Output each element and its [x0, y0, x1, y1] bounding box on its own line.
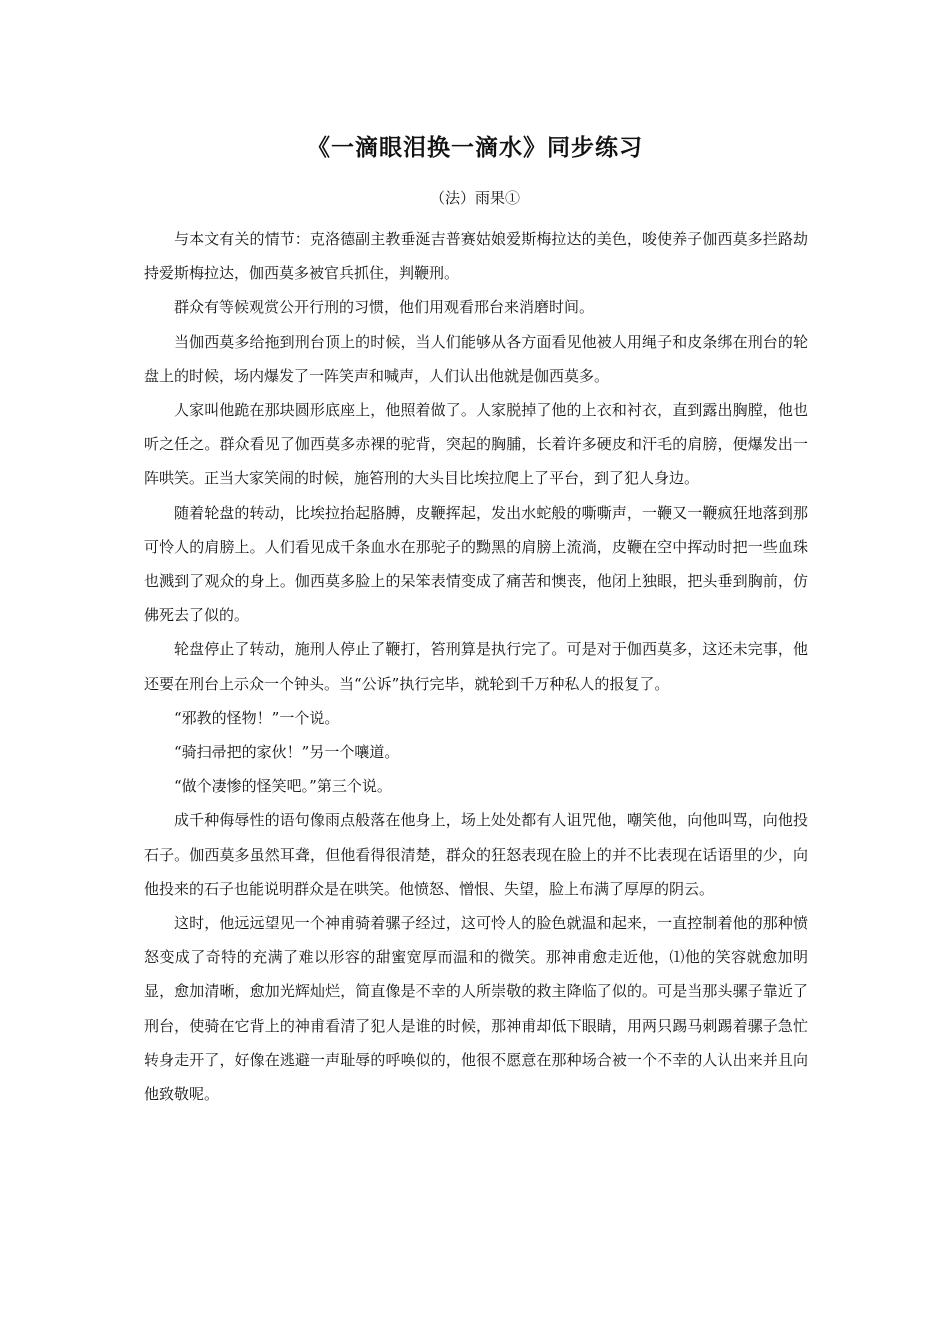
- document-title: 《一滴眼泪换一滴水》同步练习: [307, 134, 643, 161]
- paragraph: 随着轮盘的转动，比埃拉抬起胳膊，皮鞭挥起，发出水蛇般的嘶嘶声，一鞭又一鞭疯狂地落到那可怜人的肩膀上。人们看见成千条血水在那驼子的黝黑的肩膀上流淌，皮鞭在空中挥动时把一些血珠也溅到了观众的身上。伽西莫多脸上的呆笨表情变成了痛苦和懊丧，他闭上独眼，把头垂到胸前，仿佛死去了似的。: [144, 503, 808, 625]
- paragraph: 成千种侮辱性的语句像雨点般落在他身上，场上处处都有人诅咒他，嘲笑他，向他叫骂，向他投石子。伽西莫多虽然耳聋，但他看得很清楚，群众的狂怒表现在脸上的并不比表现在话语里的少，向他投来的石子也能说明群众是在哄笑。他愤怒、憎恨、失望，脸上布满了厚厚的阴云。: [144, 811, 808, 898]
- paragraph: 与本文有关的情节：克洛德副主教垂涎吉普赛姑娘爱斯梅拉达的美色，唆使养子伽西莫多拦路劫持爱斯梅拉达，伽西莫多被官兵抓住，判鞭刑。: [144, 230, 808, 283]
- dialogue-line: “骑扫帚把的家伙！”另一个嚷道。: [174, 743, 400, 762]
- paragraph: 群众有等候观赏公开行刑的习惯，他们用观看邢台来消磨时间。: [174, 298, 595, 317]
- dialogue-line: “邪教的怪物！”一个说。: [174, 708, 340, 727]
- dialogue-line: “做个凄惨的怪笑吧。”第三个说。: [174, 777, 392, 796]
- paragraph: 人家叫他跪在那块圆形底座上，他照着做了。人家脱掉了他的上衣和衬衣，直到露出胸膛，他也听之任之。群众看见了伽西莫多赤裸的驼背，突起的胸脯，长着许多硬皮和汗毛的肩膀，便爆发出一阵哄笑。正当大家笑闹的时候，施笞刑的大头目比埃拉爬上了平台，到了犯人身边。: [144, 401, 808, 488]
- author-line: （法）雨果①: [429, 189, 520, 207]
- paragraph: 这时，他远远望见一个神甫骑着骡子经过，这可怜人的脸色就温和起来，一直控制着他的那种愤怒变成了奇特的充满了难以形容的甜蜜宽厚而温和的微笑。那神甫愈走近他，⑴他的笑容就愈加明显，愈加清晰，愈加光辉灿烂，简直像是不幸的人所崇敬的救主降临了似的。可是当那头骡子靠近了刑台，使骑在它背上的神甫看清了犯人是谁的时候，那神甫却低下眼睛，用两只踢马刺踢着骡子急忙转身走开了，好像在逃避一声耻辱的呼唤似的，他很不愿意在那种场合被一个不幸的人认出来并且向他致敬呢。: [144, 914, 808, 1104]
- paragraph: 轮盘停止了转动，施刑人停止了鞭打，笞刑算是执行完了。可是对于伽西莫多，这还未完事，他还要在刑台上示众一个钟头。当“公诉”执行完毕，就轮到千万种私人的报复了。: [144, 640, 808, 693]
- paragraph: 当伽西莫多给拖到刑台顶上的时候，当人们能够从各方面看见他被人用绳子和皮条绑在刑台的轮盘上的时候，场内爆发了一阵笑声和喊声，人们认出他就是伽西莫多。: [144, 332, 808, 385]
- document-body: [144, 222, 808, 1111]
